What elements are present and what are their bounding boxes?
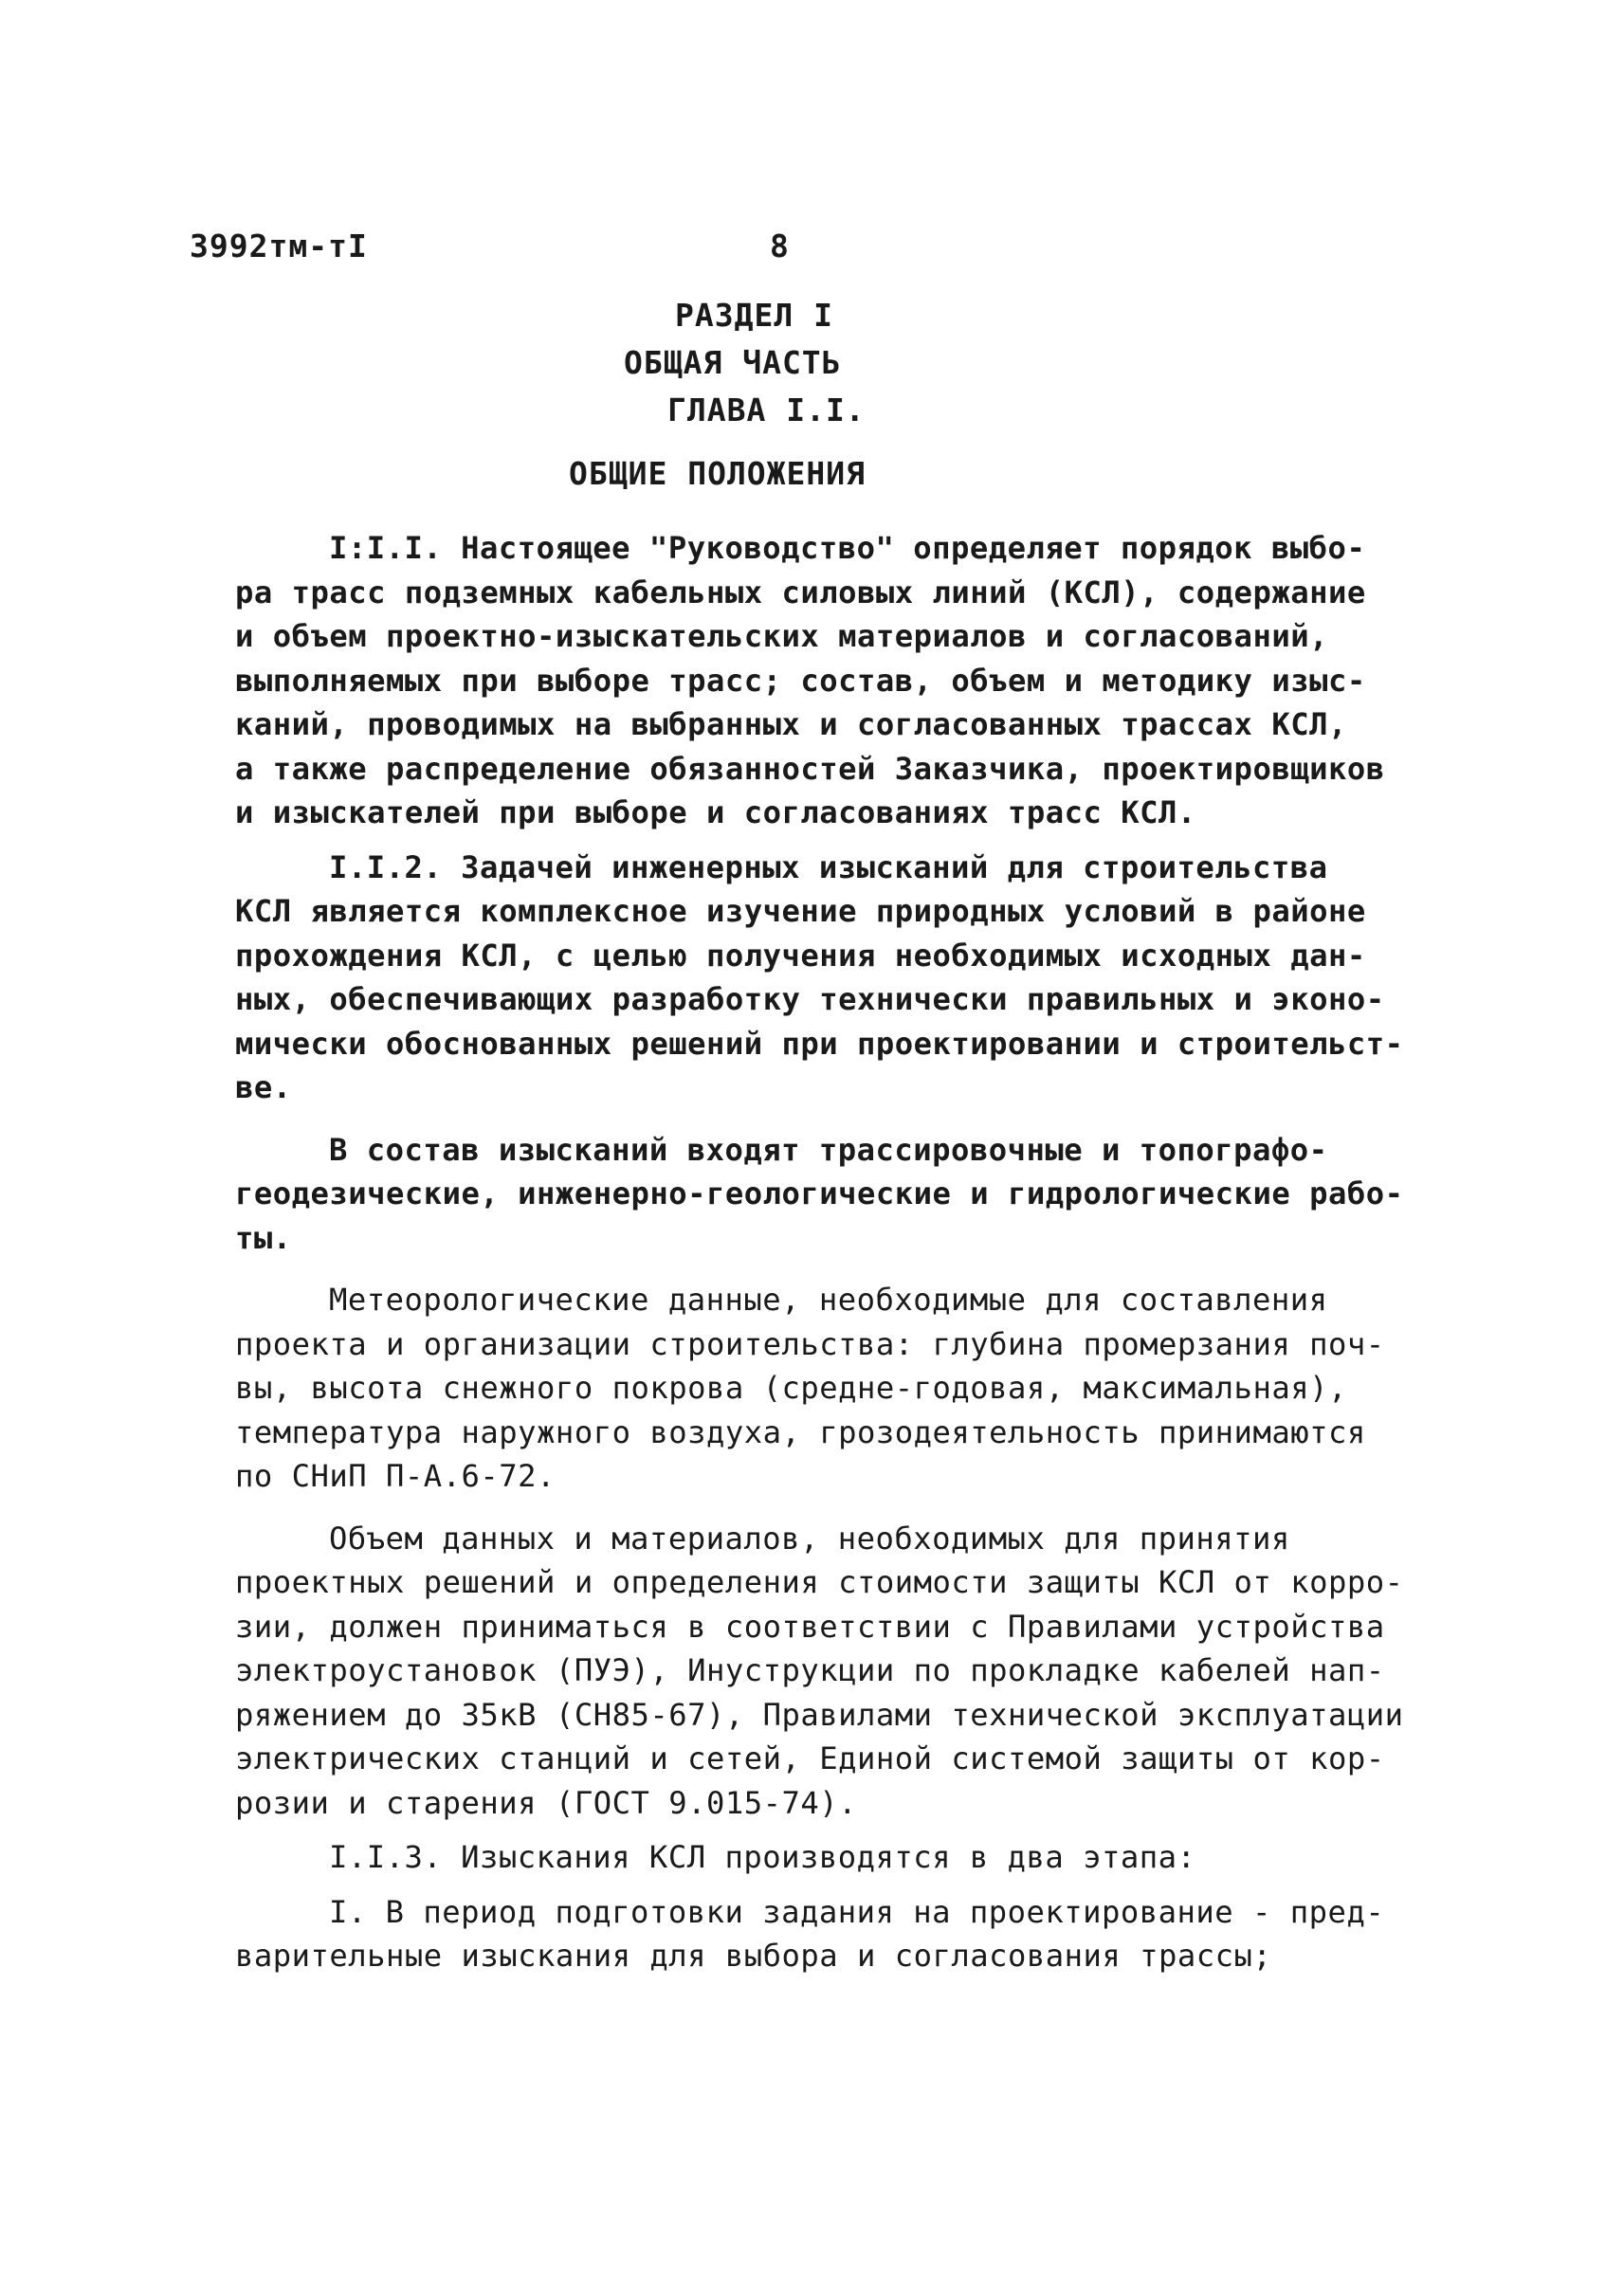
part-heading: ОБЩАЯ ЧАСТЬ — [624, 344, 842, 381]
document-code: 3992тм-тI — [190, 228, 368, 264]
chapter-title: ОБЩИЕ ПОЛОЖЕНИЯ — [569, 455, 867, 492]
text-line: I. В период подготовки задания на проектирование - пред- — [329, 1893, 1385, 1930]
text-line: Объем данных и материалов, необходимых для принятия — [329, 1520, 1290, 1557]
page-header — [0, 0, 1624, 284]
text-line: ве. — [235, 1069, 292, 1105]
text-line: варительные изыскания для выбора и согласования трассы; — [235, 1938, 1272, 1974]
section-heading: РАЗДЕЛ I — [675, 297, 833, 334]
text-line: выполняемых при выборе трасс; состав, объем и методику изыс- — [235, 662, 1366, 699]
paragraph-1-1-2 — [235, 846, 1404, 1110]
text-line: ряжением до 35кВ (СН85-67), Правилами технической эксплуатации — [235, 1696, 1404, 1733]
paragraph-corrosion-data — [235, 1517, 1404, 1826]
body-text — [235, 526, 1404, 1978]
text-line: ных, обеспечивающих разработку технически правильных и эконо- — [235, 981, 1385, 1017]
text-line: по СНиП П-А.6-72. — [235, 1458, 556, 1494]
chapter-heading: ГЛАВА I.I. — [667, 392, 866, 428]
text-line: Метеорологические данные, необходимые для составления — [329, 1282, 1328, 1318]
paragraph-survey-composition — [235, 1128, 1404, 1261]
paragraph-1-1-1 — [235, 526, 1392, 835]
text-line: и объем проектно-изыскательских материалов и согласований, — [235, 618, 1328, 654]
paragraph-1-1-3 — [235, 1835, 1392, 1880]
text-line: температура наружного воздуха, грозодеятельность принимаются — [235, 1413, 1366, 1450]
text-line: В состав изысканий входят трассировочные и топографо- — [329, 1131, 1328, 1168]
text-line: проектных решений и определения стоимости защиты КСЛ от корро- — [235, 1564, 1404, 1600]
text-line: электроустановок (ПУЭ), Инуструкции по прокладке кабелей нап- — [235, 1652, 1385, 1688]
page-number: 8 — [770, 228, 789, 264]
text-line: КСЛ является комплексное изучение природных условий в районе — [235, 893, 1366, 929]
text-line: вы, высота снежного покрова (средне-годовая, максимальная), — [235, 1370, 1347, 1406]
text-line: каний, проводимых на выбранных и согласованных трассах КСЛ, — [235, 706, 1347, 742]
text-line: прохождения КСЛ, с целью получения необходимых исходных дан- — [235, 937, 1366, 974]
text-line: проекта и организации строительства: глубина промерзания поч- — [235, 1325, 1385, 1362]
text-line: I.I.2. Задачей инженерных изысканий для строительства — [329, 848, 1328, 885]
text-line: ты. — [235, 1219, 292, 1256]
text-line: и изыскателей при выборе и согласованиях трасс КСЛ. — [235, 794, 1196, 830]
paragraph-stage-1 — [235, 1890, 1392, 1978]
text-line: розии и старения (ГОСТ 9.015-74). — [235, 1784, 857, 1821]
text-line: геодезические, инженерно-геологические и гидрологические рабо- — [235, 1175, 1404, 1211]
text-line: зии, должен приниматься в соответствии с Правилами устройства — [235, 1608, 1385, 1645]
text-line: электрических станций и сетей, Единой системой защиты от кор- — [235, 1740, 1385, 1776]
text-line: I:I.I. Настоящее "Руководство" определяет порядок выбо- — [329, 530, 1366, 566]
text-line: ра трасс подземных кабельных силовых линий (КСЛ), содержание — [235, 574, 1366, 610]
text-line: а также распределение обязанностей Заказчика, проектировщиков — [235, 750, 1385, 787]
text-line: мически обоснованных решений при проектировании и строительст- — [235, 1025, 1404, 1062]
paragraph-meteorological-data — [235, 1278, 1392, 1499]
text-line: I.I.3. Изыскания КСЛ производятся в два этапа: — [329, 1839, 1196, 1875]
